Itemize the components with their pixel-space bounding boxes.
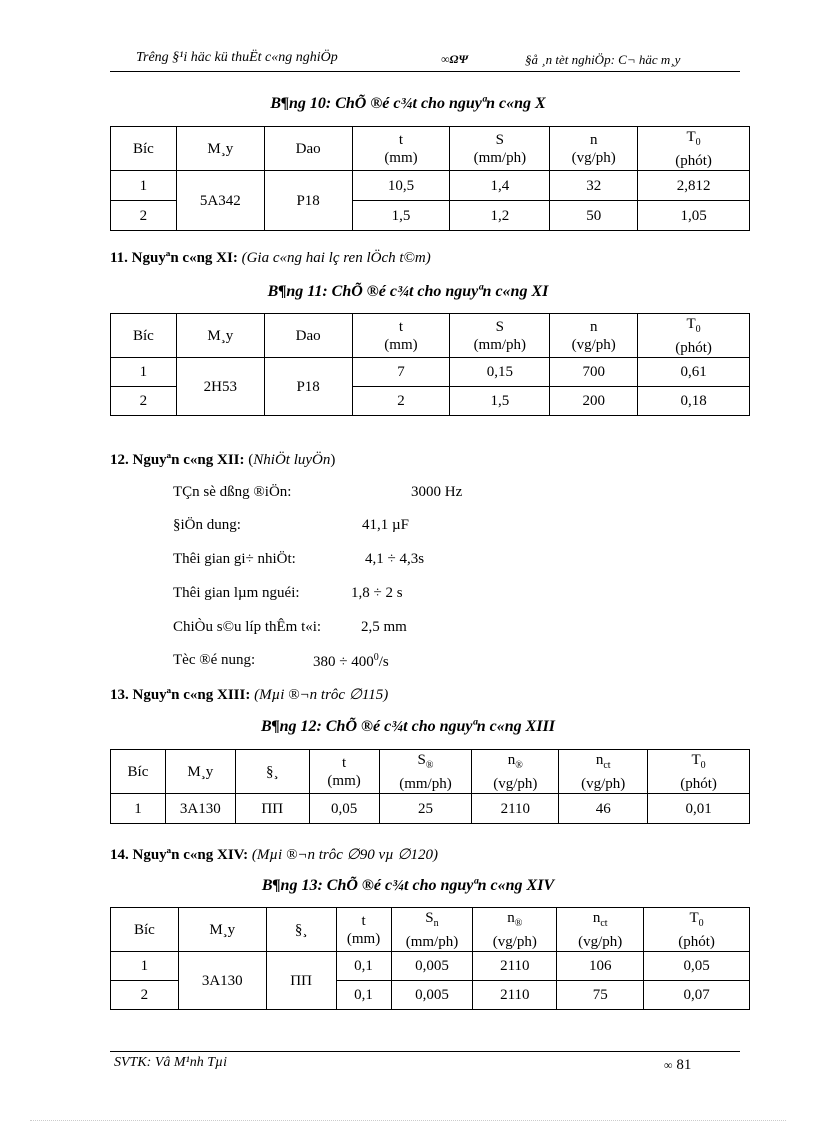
footer-rule: [110, 1051, 740, 1052]
header-rule: [110, 71, 740, 72]
th-depth: t (mm): [352, 127, 450, 171]
table12-caption: B¶ng 12: ChÕ ®é c¾t cho nguyªn c«ng XIII: [260, 718, 556, 735]
th-machine: M¸y: [176, 314, 264, 358]
section-13-heading: 13. Nguyªn c«ng XIII: (Mµi ®¬n trôc ∅115): [110, 687, 389, 703]
th-speed: n (vg/ph): [550, 127, 638, 171]
table10: [110, 126, 750, 231]
machine-cell: 2H53: [176, 358, 264, 416]
running-header-thesis: §å ¸n tèt nghiÖp: C¬ häc m¸y: [525, 52, 681, 67]
th-part-speed: $n_{ct}$ (vg/ph): [557, 908, 644, 952]
th-time: $T_0$ (phót): [638, 314, 750, 358]
table11-caption: B¶ng 11: ChÕ ®é c¾t cho nguyªn c«ng XI: [267, 283, 549, 300]
table11: [110, 313, 750, 416]
page-number: 81: [676, 1057, 692, 1073]
header-ornament: ∞ΩΨ: [441, 52, 469, 66]
th-tool: Dao: [264, 127, 352, 171]
th-part-speed: $n_{ct}$ (vg/ph): [559, 750, 648, 794]
table10-caption: B¶ng 10: ChÕ ®é c¾t cho nguyªn c«ng X: [270, 95, 546, 112]
param-capacitance: §iÖn dung: 41,1 µF: [173, 517, 409, 533]
section-12-heading: 12. Nguyªn c«ng XII: (NhiÖt luyÖn): [110, 452, 336, 468]
table-row: 1 5A342 P18 10,5 1,4 32 2,812: [111, 171, 750, 201]
section-14-heading: 14. Nguyªn c«ng XIV: (Mµi ®¬n trôc ∅90 vµ ∅120): [110, 847, 439, 863]
th-wheel: §¸: [235, 750, 309, 794]
table-row: 1 3A130 ΠΠ 0,1 0,005 2110 106 0,05: [111, 952, 750, 981]
table-header-row: [111, 750, 750, 794]
table-header-row: [111, 314, 750, 358]
th-time: $T_0$ (phót): [638, 127, 750, 171]
th-machine: M¸y: [178, 908, 266, 952]
table13: [110, 907, 750, 1010]
th-machine: M¸y: [176, 127, 264, 171]
th-wheel-speed: $n_®$ (vg/ph): [473, 908, 557, 952]
table-row: 2 2 1,5 200 0,18: [111, 387, 750, 416]
th-step: Bíc: [111, 750, 166, 794]
scissors-icon: ∞: [664, 1058, 673, 1072]
table12: [110, 749, 750, 824]
th-step: Bíc: [111, 127, 177, 171]
th-wheel: §¸: [266, 908, 336, 952]
param-cooling-time: Thêi gian lµm nguéi: 1,8 ÷ 2 s: [173, 585, 403, 601]
th-speed: n (vg/ph): [550, 314, 638, 358]
machine-cell: 3A130: [178, 952, 266, 1010]
table-header-row: [111, 908, 750, 952]
param-holding-time: Thêi gian gi÷ nhiÖt: 4,1 ÷ 4,3s: [173, 551, 425, 567]
param-hardening-depth: ChiÒu s©u líp thÊm t«i: 2,5 mm: [173, 619, 407, 635]
th-feed: S (mm/ph): [450, 127, 550, 171]
footer-author: SVTK: Vâ M¹nh Tµi: [114, 1055, 227, 1070]
th-time: $T_0$ (phót): [648, 750, 750, 794]
th-depth: t (mm): [336, 908, 391, 952]
th-time: $T_0$ (phót): [644, 908, 750, 952]
section-11-heading: 11. Nguyªn c«ng XI: (Gia c«ng hai lç ren lÖch t©m): [110, 250, 431, 266]
th-feed: $S_®$ (mm/ph): [379, 750, 472, 794]
param-heating-rate: Tèc ®é nung: $380 \div 400^0/s$: [173, 652, 389, 670]
table-row: 1 3A130 ΠΠ 0,05 25 2110 46 0,01: [111, 794, 750, 824]
th-step: Bíc: [111, 908, 179, 952]
th-depth: t (mm): [309, 750, 379, 794]
table-row: 2 1,5 1,2 50 1,05: [111, 201, 750, 231]
table13-caption: B¶ng 13: ChÕ ®é c¾t cho nguyªn c«ng XIV: [261, 877, 555, 894]
th-feed: $S_n$ (mm/ph): [391, 908, 473, 952]
th-wheel-speed: $n_®$ (vg/ph): [472, 750, 559, 794]
running-header-school: Trêng §¹i häc kü thuËt c«ng nghiÖp: [136, 50, 338, 65]
tool-cell: P18: [264, 171, 352, 231]
param-frequency: TÇn sè dßng ®iÖn: 3000 Hz: [173, 484, 463, 500]
footer-page: [664, 1057, 691, 1074]
th-tool: Dao: [264, 314, 352, 358]
table-row: 1 2H53 P18 7 0,15 700 0,61: [111, 358, 750, 387]
th-machine: M¸y: [165, 750, 235, 794]
wheel-cell: ΠΠ: [266, 952, 336, 1010]
th-step: Bíc: [111, 314, 177, 358]
machine-cell: 5A342: [176, 171, 264, 231]
tool-cell: P18: [264, 358, 352, 416]
page-bottom-divider: [30, 1120, 786, 1121]
th-depth: t (mm): [352, 314, 450, 358]
table-row: 2 0,1 0,005 2110 75 0,07: [111, 981, 750, 1010]
th-feed: S (mm/ph): [450, 314, 550, 358]
table-header-row: [111, 127, 750, 171]
